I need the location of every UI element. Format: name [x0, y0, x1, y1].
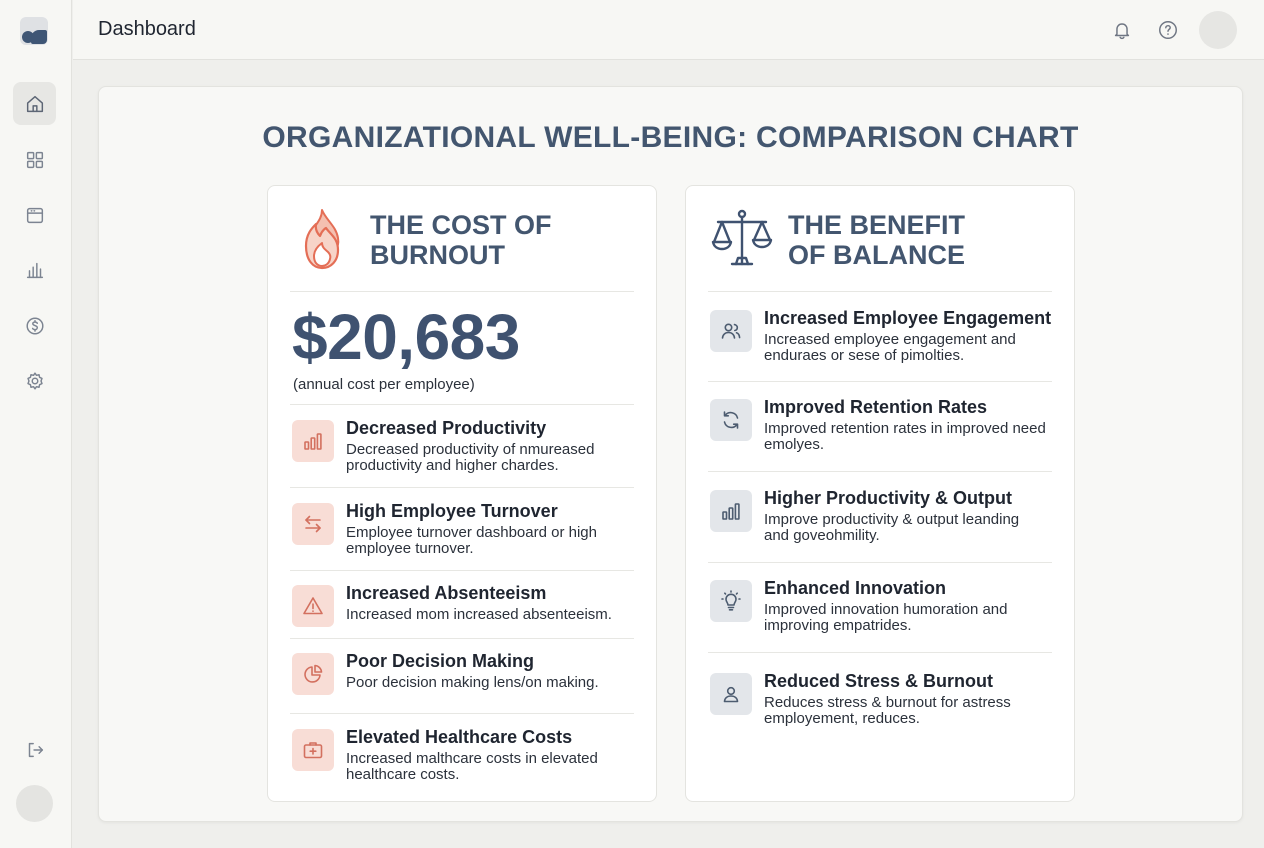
cost-card-title: THE COST OF BURNOUT — [370, 210, 552, 270]
item-description: Improve productivity & output leanding and goveohmility. — [764, 511, 1020, 544]
comparison-panel — [98, 86, 1243, 822]
nav-analytics[interactable] — [13, 248, 56, 291]
bar-chart-icon — [719, 499, 743, 523]
dollar-icon — [24, 315, 46, 337]
warning-icon — [301, 594, 325, 618]
item-icon-box — [710, 399, 752, 441]
divider — [290, 638, 634, 639]
item-title: Enhanced Innovation — [764, 578, 947, 598]
divider — [708, 471, 1052, 472]
item-description: Increased employee engagement and enduraes or sese of pimolties. — [764, 331, 1016, 364]
cost-of-burnout-card — [267, 185, 657, 802]
item-title: Poor Decision Making — [346, 651, 535, 671]
help-button[interactable] — [1155, 17, 1181, 43]
flame-icon — [292, 206, 356, 272]
bar-chart-icon — [24, 259, 46, 281]
home-icon — [24, 93, 46, 115]
item-icon-box — [292, 585, 334, 627]
item-description: Improved innovation humoration and improving empatrides. — [764, 601, 1008, 634]
item-description: Reduces stress & burnout for astress employement, reduces. — [764, 694, 1011, 727]
page-title: Dashboard — [98, 18, 196, 40]
pie-chart-icon — [301, 662, 325, 686]
item-icon-box — [710, 580, 752, 622]
calendar-icon — [24, 204, 46, 226]
notifications-button[interactable] — [1109, 17, 1135, 43]
bar-chart-icon — [301, 429, 325, 453]
item-icon-box — [292, 503, 334, 545]
item-description: Employee turnover dashboard or high employee turnover. — [346, 524, 597, 557]
nav-calendar[interactable] — [13, 193, 56, 236]
annual-cost-value: $20,683 — [292, 301, 520, 373]
item-icon-box — [292, 653, 334, 695]
divider — [708, 562, 1052, 563]
item-icon-box — [710, 673, 752, 715]
item-icon-box — [710, 310, 752, 352]
divider — [290, 487, 634, 488]
nav-finance[interactable] — [13, 304, 56, 347]
item-title: Elevated Healthcare Costs — [346, 727, 573, 747]
item-title: Reduced Stress & Burnout — [764, 671, 994, 691]
divider — [290, 570, 634, 571]
item-description: Improved retention rates in improved need emolyes. — [764, 420, 1046, 453]
item-description: Decreased productivity of nmureased productivity and higher chardes. — [346, 441, 595, 474]
nav-logout[interactable] — [13, 728, 56, 771]
divider — [708, 652, 1052, 653]
logout-icon — [24, 739, 46, 761]
divider — [708, 381, 1052, 382]
benefit-card-header — [708, 206, 1052, 292]
benefit-of-balance-card — [685, 185, 1075, 802]
nav-apps[interactable] — [13, 138, 56, 181]
user-avatar[interactable] — [16, 785, 53, 822]
nav-settings[interactable] — [13, 359, 56, 402]
grid-icon — [24, 149, 46, 171]
item-icon-box — [292, 729, 334, 771]
user-badge-icon — [719, 682, 743, 706]
sidebar — [0, 0, 72, 848]
bell-icon — [1111, 19, 1133, 41]
item-description: Increased mom increased absenteeism. — [346, 606, 612, 623]
item-description: Poor decision making lens/on making. — [346, 674, 599, 691]
swap-arrows-icon — [301, 512, 325, 536]
benefit-card-title: THE BENEFIT OF BALANCE — [788, 210, 966, 270]
help-icon — [1157, 19, 1179, 41]
divider — [290, 404, 634, 405]
chart-title: ORGANIZATIONAL WELL-BEING: COMPARISON CHART — [262, 121, 1079, 154]
refresh-icon — [719, 408, 743, 432]
balance-scale-icon — [710, 206, 774, 272]
lightbulb-icon — [719, 589, 743, 613]
item-title: High Employee Turnover — [346, 501, 558, 521]
item-icon-box — [292, 420, 334, 462]
app-logo[interactable] — [20, 17, 48, 45]
item-title: Increased Employee Engagement — [764, 308, 1052, 328]
top-header — [73, 0, 1264, 60]
gear-icon — [24, 370, 46, 392]
medical-kit-icon — [301, 738, 325, 762]
item-title: Improved Retention Rates — [764, 397, 988, 417]
item-description: Increased malthcare costs in elevated healthcare costs. — [346, 750, 598, 783]
divider — [290, 713, 634, 714]
item-title: Increased Absenteeism — [346, 583, 547, 603]
users-icon — [719, 319, 743, 343]
nav-home[interactable] — [13, 82, 56, 125]
item-title: Decreased Productivity — [346, 418, 547, 438]
annual-cost-caption: (annual cost per employee) — [293, 376, 475, 393]
item-title: Higher Productivity & Output — [764, 488, 1013, 508]
cost-card-header — [290, 206, 634, 292]
item-icon-box — [710, 490, 752, 532]
header-avatar[interactable] — [1199, 11, 1237, 49]
